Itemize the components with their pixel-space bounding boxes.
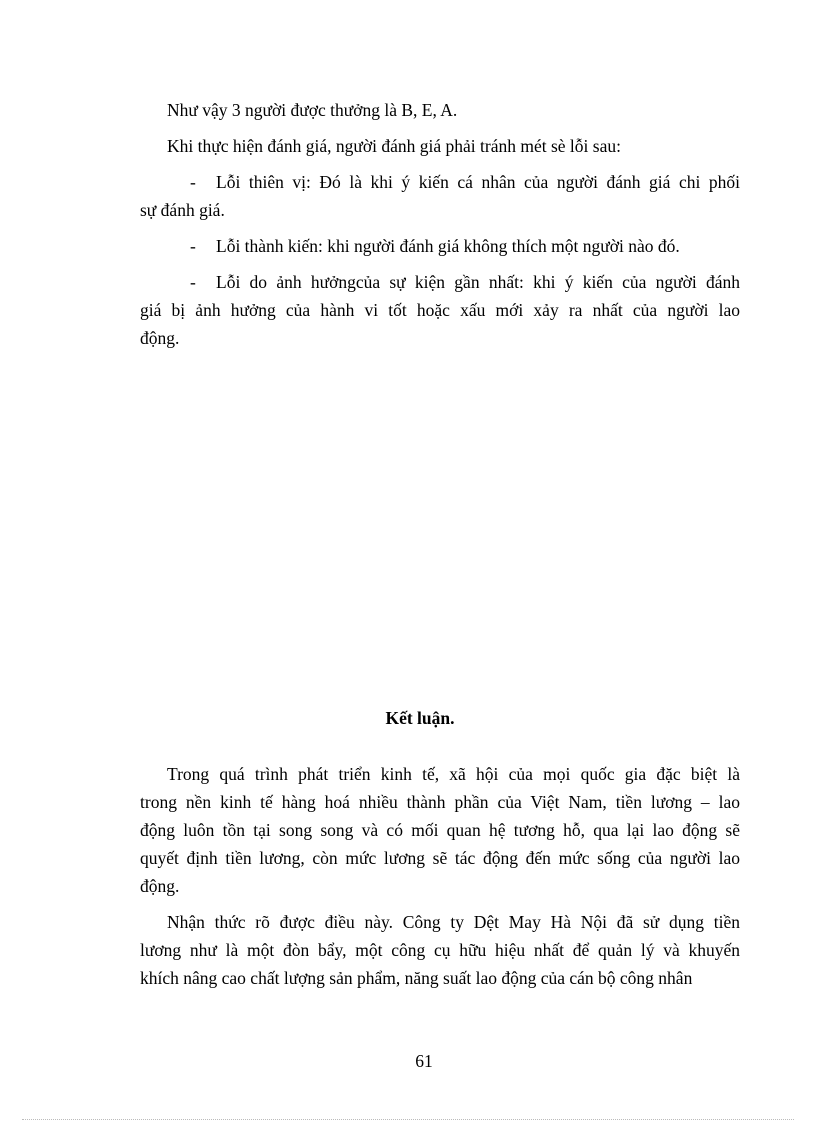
bullet-line: giá bị ảnh hưởng của hành vi tốt hoặc xấu mới xảy ra nhất của người lao (140, 300, 740, 320)
paragraph-line: khích nâng cao chất lượng sản phẩm, năng suất lao động của cán bộ công nhân (140, 968, 693, 988)
paragraph-line: động. (140, 876, 180, 896)
bullet-line: Lỗi do ảnh hưởngcủa sự kiện gần nhất: khi ý kiến của người đánh (216, 272, 740, 292)
bullet-marker: - (190, 172, 196, 192)
paragraph-line: Nhận thức rõ được điều này. Công ty Dệt May Hà Nội đã sử dụng tiền (167, 912, 740, 932)
paragraph-line: động luôn tồn tại song song và có mối quan hệ tương hỗ, qua lại lao động sẽ (140, 820, 740, 840)
page-border-dotted (22, 1119, 794, 1120)
paragraph-line: lương như là một đòn bẩy, một công cụ hữu hiệu nhất để quản lý và khuyến (140, 940, 740, 960)
bullet-line: động. (140, 328, 180, 348)
section-heading: Kết luận. (385, 708, 455, 728)
bullet-marker: - (190, 236, 196, 256)
bullet-line: Lỗi thành kiến: khi người đánh giá không thích một người nào đó. (216, 236, 680, 256)
text-line: Như vậy 3 người được thưởng là B, E, A. (167, 100, 458, 120)
text-line: Khi thực hiện đánh giá, người đánh giá phải tránh mét sè lỗi sau: (167, 136, 621, 156)
paragraph-line: quyết định tiền lương, còn mức lương sẽ tác động đến mức sống của người lao (140, 848, 740, 868)
bullet-marker: - (190, 272, 196, 292)
paragraph-line: Trong quá trình phát triển kinh tế, xã hội của mọi quốc gia đặc biệt là (167, 764, 740, 784)
bullet-line: sự đánh giá. (140, 200, 225, 220)
paragraph-line: trong nền kinh tế hàng hoá nhiều thành phần của Việt Nam, tiền lương – lao (140, 792, 740, 812)
bullet-line: Lỗi thiên vị: Đó là khi ý kiến cá nhân của người đánh giá chi phối (216, 172, 740, 192)
page-number: 61 (415, 1051, 433, 1071)
